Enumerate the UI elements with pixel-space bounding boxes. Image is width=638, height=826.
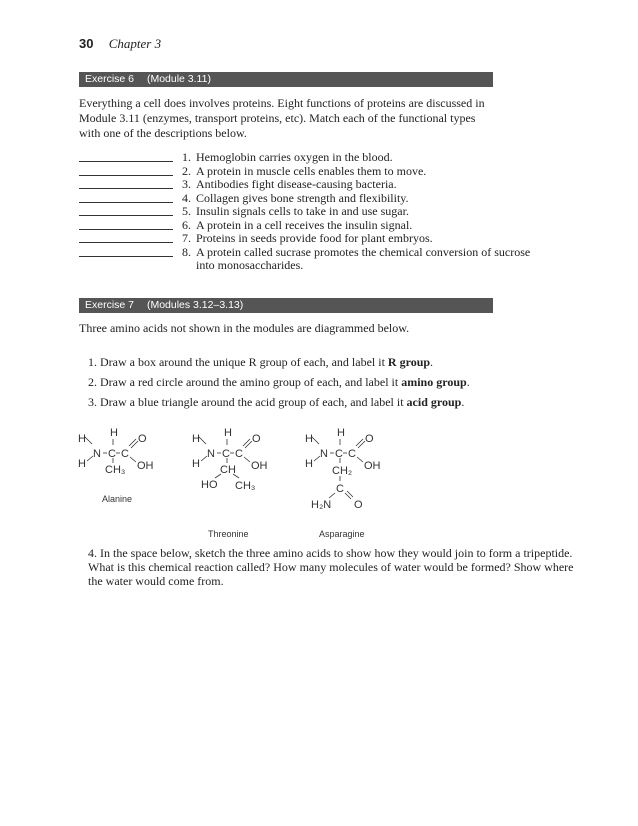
item-text: Proteins in seeds provide food for plant embryos. bbox=[196, 231, 433, 245]
instruction-2 bbox=[88, 375, 470, 390]
list-item bbox=[79, 192, 549, 206]
step-text: Draw a box around the unique R group of each, and label it bbox=[100, 355, 385, 369]
protein-function-list bbox=[79, 151, 549, 273]
exercise-7-module: (Modules 3.12–3.13) bbox=[146, 299, 244, 311]
item-number: 8. bbox=[182, 244, 191, 259]
atom-label: OH bbox=[251, 460, 268, 472]
list-item bbox=[79, 246, 549, 273]
instruction-1 bbox=[88, 355, 433, 370]
step-end: . bbox=[461, 395, 465, 409]
question-number: 4. bbox=[88, 546, 97, 560]
molecule-name-asparagine: Asparagine bbox=[319, 529, 365, 539]
atom-label: H bbox=[305, 433, 313, 445]
molecule-name-threonine: Threonine bbox=[208, 529, 249, 539]
item-number: 7. bbox=[182, 231, 191, 245]
step-number: 1. bbox=[88, 355, 97, 369]
item-text: Antibodies fight disease-causing bacteria. bbox=[196, 177, 397, 191]
atom-label: OH bbox=[137, 460, 154, 472]
atom-label: H bbox=[192, 458, 200, 470]
question-4 bbox=[88, 546, 583, 588]
exercise-7-intro: Three amino acids not shown in the modules are diagrammed below. bbox=[79, 321, 410, 335]
step-term: acid group bbox=[406, 395, 462, 409]
item-text: A protein in a cell receives the insulin signal. bbox=[196, 217, 413, 232]
answer-blank[interactable] bbox=[79, 192, 173, 203]
atom-label: O bbox=[354, 499, 363, 511]
list-item bbox=[79, 165, 549, 179]
answer-blank[interactable] bbox=[79, 205, 173, 216]
item-number: 6. bbox=[182, 217, 191, 232]
atom-label: O bbox=[365, 433, 374, 445]
atom-label: CH₃ bbox=[105, 464, 126, 476]
chapter-title: Chapter 3 bbox=[108, 36, 162, 51]
atom-label: C bbox=[222, 448, 230, 460]
atom-label: C bbox=[235, 448, 243, 460]
exercise-6-header bbox=[79, 72, 493, 87]
answer-blank[interactable] bbox=[79, 246, 173, 257]
question-text: In the space below, sketch the three amino acids to show how they would join to form a tripeptide. What is this chemical reaction called? How many molecules of water would be formed? Show where the water would come from. bbox=[88, 546, 574, 588]
molecule-name-alanine: Alanine bbox=[102, 494, 133, 504]
item-number: 2. bbox=[182, 163, 191, 178]
atom-label: N bbox=[207, 448, 215, 460]
item-text: Hemoglobin carries oxygen in the blood. bbox=[196, 150, 393, 164]
item-text: Insulin signals cells to take in and use sugar. bbox=[196, 204, 409, 218]
page-header bbox=[79, 36, 161, 52]
exercise-7-header bbox=[79, 298, 493, 313]
atom-label: H bbox=[110, 427, 118, 439]
atom-label: H bbox=[78, 458, 86, 470]
item-number: 3. bbox=[182, 177, 191, 191]
amino-acid-diagrams bbox=[75, 420, 515, 544]
item-number: 1. bbox=[182, 150, 191, 164]
step-term: amino group bbox=[401, 375, 467, 389]
atom-label: O bbox=[252, 433, 261, 445]
item-text: A protein in muscle cells enables them to move. bbox=[196, 163, 427, 178]
step-text: Draw a red circle around the amino group of each, and label it bbox=[100, 375, 399, 389]
instruction-3 bbox=[88, 395, 464, 410]
exercise-7-title: Exercise 7 bbox=[85, 299, 135, 311]
step-number: 2. bbox=[88, 375, 97, 389]
atom-label: H bbox=[192, 433, 200, 445]
atom-label: C bbox=[121, 448, 129, 460]
atom-label: H bbox=[337, 427, 345, 439]
exercise-6-intro: Everything a cell does involves proteins. Eight functions of proteins are discussed in Module 3.11 (enzymes, transport proteins, etc). Match each of the functional types with one of the descriptions below. bbox=[79, 96, 485, 140]
answer-blank[interactable] bbox=[79, 219, 173, 230]
atom-label: CH₃ bbox=[235, 480, 256, 492]
answer-blank[interactable] bbox=[79, 165, 173, 176]
exercise-6-module: (Module 3.11) bbox=[146, 73, 211, 85]
atom-label: C bbox=[108, 448, 116, 460]
atom-label: O bbox=[138, 433, 147, 445]
answer-blank[interactable] bbox=[79, 151, 173, 162]
atom-label: CH bbox=[220, 464, 236, 476]
answer-blank[interactable] bbox=[79, 232, 173, 243]
atom-label: C bbox=[348, 448, 356, 460]
item-number: 4. bbox=[182, 190, 191, 205]
list-item bbox=[79, 219, 549, 233]
item-number: 5. bbox=[182, 204, 191, 218]
atom-label: C bbox=[336, 483, 344, 495]
atom-label: N bbox=[320, 448, 328, 460]
list-item bbox=[79, 178, 549, 192]
atom-label: CH₂ bbox=[332, 465, 353, 477]
list-item bbox=[79, 232, 549, 246]
list-item bbox=[79, 151, 549, 165]
step-end: . bbox=[430, 355, 434, 369]
list-item bbox=[79, 205, 549, 219]
atom-label: N bbox=[93, 448, 101, 460]
atom-label: HO bbox=[201, 479, 218, 491]
step-end: . bbox=[466, 375, 470, 389]
atom-label: C bbox=[335, 448, 343, 460]
atom-label: OH bbox=[364, 460, 381, 472]
atom-label: H bbox=[224, 427, 232, 439]
item-text: A protein called sucrase promotes the chemical conversion of sucrose into monosaccharides. bbox=[196, 244, 531, 272]
step-term: R group bbox=[387, 355, 431, 369]
atom-label: H₂N bbox=[311, 499, 332, 511]
page-number: 30 bbox=[79, 36, 94, 51]
atom-label: H bbox=[78, 433, 86, 445]
item-text: Collagen gives bone strength and flexibility. bbox=[196, 190, 409, 205]
atom-label: H bbox=[305, 458, 313, 470]
step-text: Draw a blue triangle around the acid group of each, and label it bbox=[100, 395, 404, 409]
step-number: 3. bbox=[88, 395, 97, 409]
answer-blank[interactable] bbox=[79, 178, 173, 189]
exercise-6-title: Exercise 6 bbox=[85, 73, 135, 85]
